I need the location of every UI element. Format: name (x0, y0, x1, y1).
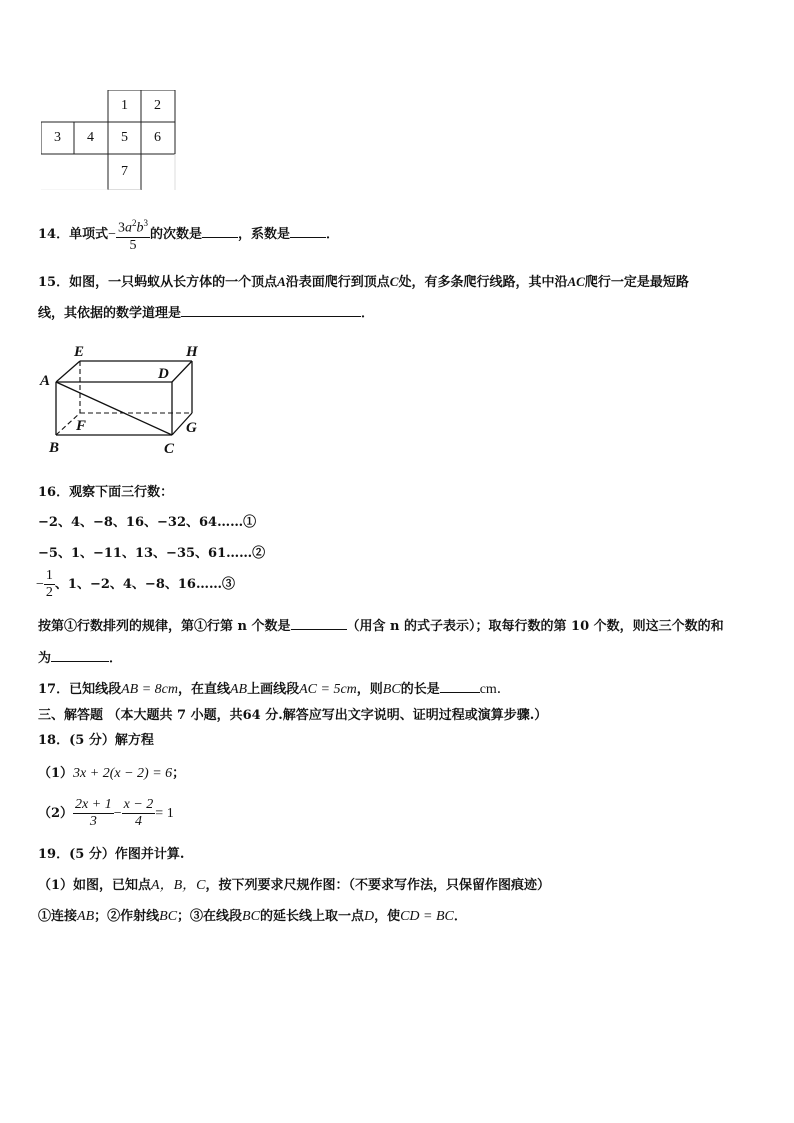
q16-blank-nth[interactable] (291, 617, 347, 630)
q17-text-b: ，在直线 (177, 682, 230, 697)
q19-line-2 (38, 905, 467, 925)
q18-p2-f1-den: 3 (89, 814, 97, 829)
q16-row3-minus: − (36, 577, 44, 592)
q14-den: 5 (129, 237, 137, 253)
q17-text-c: 上画线段 (247, 682, 300, 697)
q16-row-1: −2、4、−8、16、−32、64……① (38, 515, 257, 530)
net-cell-4: 4 (87, 130, 94, 145)
q16-row3-den: 2 (45, 585, 53, 600)
q15-point-a: A (277, 274, 286, 289)
q19-line2-text-a: ①连接 (38, 909, 78, 924)
q14-var-b: b (136, 220, 144, 236)
label-g: G (186, 420, 197, 436)
q15-line2-end: ． (361, 306, 375, 321)
q16-line1-text-a: 按第①行数排列的规律，第①行第 n 个数是 (38, 619, 291, 634)
q16-row3-num: 1 (45, 568, 53, 583)
q17-bc: BC (382, 682, 401, 697)
net-cell-2: 2 (154, 98, 161, 113)
q14-minus: − (108, 227, 117, 242)
q16-line-2 (38, 647, 122, 666)
q19-bc-2: BC (242, 909, 260, 924)
label-a: A (40, 373, 51, 389)
q19-line2-text-b: ；②作射线 (94, 909, 160, 924)
q18-p2-fraction-2 (122, 797, 156, 830)
q18-p2-f2-num: x − 2 (123, 797, 154, 812)
question-17 (38, 678, 511, 698)
q18-p1-label: （1） (38, 766, 74, 781)
q15-point-c: C (389, 274, 399, 289)
q16-row-2: −5、1、−11、13、−35、61……② (38, 546, 266, 561)
q19-line2-text-e: ，使 (374, 909, 401, 924)
q14-fraction (116, 215, 150, 254)
q18-part-1 (38, 762, 185, 782)
q16-line2-text-b: ． (109, 651, 123, 666)
q18-p1-end: ； (172, 766, 186, 781)
q19-line1-text-b: ，按下列要求尺规作图：（不要求写作法，只保留作图痕迹） (205, 878, 551, 893)
q14-exp-a: 2 (132, 218, 137, 229)
q18-p2-f1-num: 2x + 1 (75, 797, 112, 812)
q14-number: 14． (38, 227, 70, 242)
q16-line1-text-b: （用含 n 的式子表示）；取每行数的第 10 个数，则这三个数的和 (346, 619, 724, 634)
q18-p2-fraction-1 (73, 797, 114, 830)
net-cell-3: 3 (54, 130, 61, 145)
q19-line2-end: ． (453, 909, 467, 924)
label-h: H (186, 344, 198, 360)
q15-text-b: 沿表面爬行到顶点 (285, 275, 390, 290)
q14-coef: 3 (118, 220, 126, 236)
label-c: C (164, 441, 175, 457)
q15-text-c: 处，有多条爬行线路，其中沿 (398, 275, 568, 290)
q15-text-d: 爬行一定是最短路 (584, 275, 689, 290)
q19-bc: BC (159, 909, 178, 924)
cuboid-figure (36, 340, 216, 460)
q14-blank-degree[interactable] (202, 225, 238, 238)
q15-text-a: 15．如图，一只蚂蚁从长方体的一个顶点 (38, 275, 278, 290)
q19-point-d: D (363, 909, 375, 924)
label-d: D (158, 366, 169, 382)
q16-row3-rest: 、1、−2、4、−8、16……③ (54, 577, 235, 592)
q19-points: A，B，C (151, 878, 206, 893)
q17-ab-eq: AB = 8cm (121, 682, 178, 697)
label-b: B (49, 440, 60, 456)
q15-line2-text: 线，其依据的数学道理是 (38, 306, 182, 321)
q16-line-1 (38, 615, 724, 634)
net-cell-5: 5 (121, 130, 128, 145)
q18-part-2 (38, 792, 174, 836)
q17-text-e: 的长是 (400, 682, 440, 697)
q19-line2-text-c: ；③在线段 (177, 909, 243, 924)
q19-title: 19．(5 分）作图并计算. (38, 847, 185, 862)
q14-text-a: 单项式 (69, 227, 109, 242)
q14-var-a: a (125, 220, 133, 236)
q16-blank-sum[interactable] (51, 649, 109, 662)
q18-p2-minus: − (113, 806, 122, 821)
net-cell-1: 1 (121, 98, 128, 113)
q19-cd-eq-bc: CD = BC (400, 909, 454, 924)
net-cell-7: 7 (121, 164, 128, 179)
question-15-line-2 (38, 302, 374, 321)
q16-title: 16．观察下面三行数： (38, 485, 174, 500)
q19-line1-text-a: （1）如图，已知点 (38, 878, 152, 893)
q16-line2-text-a: 为 (38, 651, 52, 666)
q19-line2-text-d: 的延长线上取一点 (259, 909, 364, 924)
q15-blank[interactable] (181, 304, 361, 317)
q17-text-d: ，则 (356, 682, 383, 697)
q18-title: 18．(5 分）解方程 (38, 733, 154, 748)
q18-p2-rhs: = 1 (155, 806, 174, 821)
q19-line-1 (38, 874, 550, 894)
q17-ab: AB (229, 682, 248, 697)
q17-blank[interactable] (440, 680, 480, 693)
q17-ac-eq: AC = 5cm (299, 682, 357, 697)
q17-unit: cm． (479, 682, 511, 697)
net-cell-6: 6 (154, 130, 161, 145)
question-14 (38, 212, 339, 258)
q18-p1-equation: 3x + 2(x − 2) = 6 (73, 766, 173, 781)
q14-text-c: ，系数是 (238, 227, 291, 242)
q16-row-3 (36, 566, 235, 604)
q15-segment-ac: AC (567, 274, 585, 289)
q14-exp-b: 3 (143, 218, 149, 229)
label-f: F (76, 418, 87, 434)
section-3-heading: 三、解答题 （本大题共 7 小题，共64 分.解答应写出文字说明、证明过程或演算步骤.） (38, 708, 548, 723)
q14-text-d: ． (326, 227, 340, 242)
q14-text-b: 的次数是 (150, 227, 203, 242)
q17-text-a: 17．已知线段 (38, 682, 122, 697)
cube-net-figure (41, 90, 181, 190)
q16-row3-fraction (44, 568, 55, 601)
q18-p2-f2-den: 4 (134, 814, 142, 829)
label-e: E (74, 344, 85, 360)
q18-p2-label: （2） (38, 806, 74, 821)
q14-blank-coef[interactable] (290, 225, 326, 238)
q19-ab: AB (77, 909, 95, 924)
question-15-line-1 (38, 271, 689, 290)
